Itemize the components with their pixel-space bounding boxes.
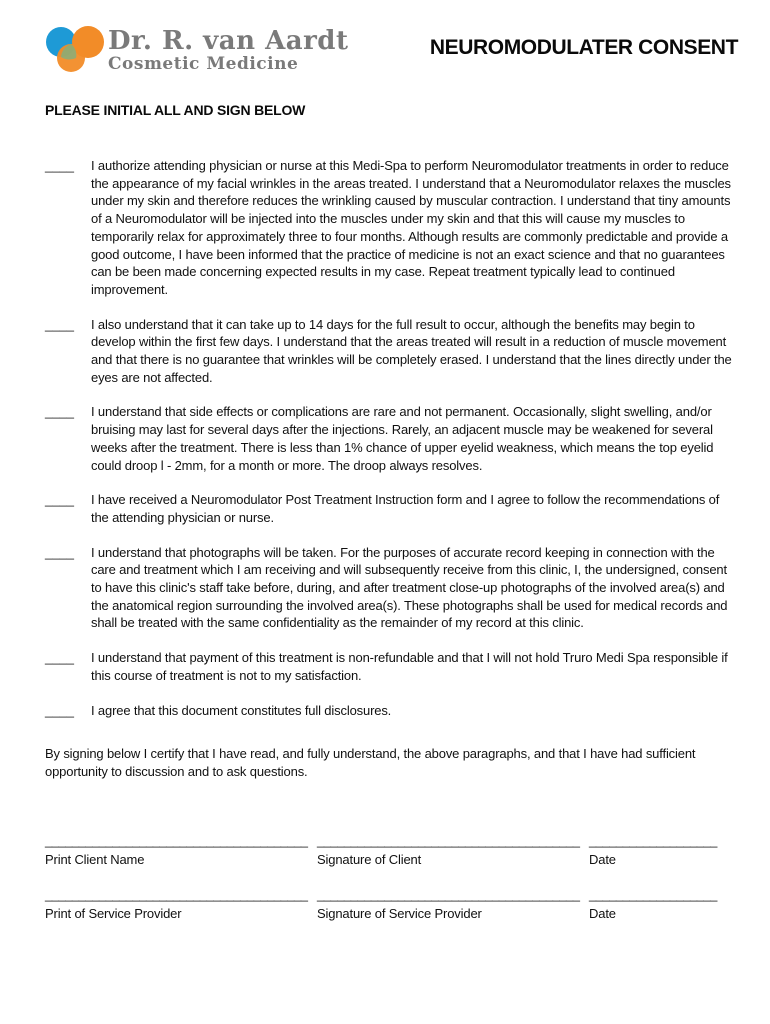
client-date-field (589, 834, 717, 869)
document-title: NEUROMODULATER CONSENT (429, 36, 738, 59)
provider-date-field (589, 888, 717, 923)
certification-statement: By signing below I certify that I have read, and fully understand, the above paragraphs, and that I have had sufficient opportunity to discussion and to ask questions. (45, 746, 696, 779)
client-date-line[interactable]: ___________________ (589, 833, 717, 848)
print-client-name-field (45, 834, 307, 869)
clinic-logo (44, 24, 354, 80)
provider-signature-line[interactable]: _______________________________________ (317, 887, 580, 902)
clause-text: I have received a Neuromodulator Post Treatment Instruction form and I agree to follow the recommendations of the attending physician or nurse. (91, 492, 720, 525)
initial-field[interactable]: ____ (45, 544, 74, 560)
print-provider-name-field (45, 888, 307, 923)
consent-clause (45, 491, 740, 526)
print-provider-name-label: Print of Service Provider (45, 906, 182, 921)
initial-field[interactable]: ____ (45, 650, 74, 666)
consent-clause (45, 702, 740, 720)
provider-date-line[interactable]: ___________________ (589, 887, 717, 902)
initial-field[interactable]: ____ (45, 316, 74, 332)
consent-clause (45, 649, 740, 684)
client-signature-label: Signature of Client (317, 852, 422, 867)
clause-text: I understand that photographs will be taken. For the purposes of accurate record keeping in connection with the care and treatment which I am receiving and will subsequently receive from this clinic, I, the undersigned, consent to have this clinic's staff take before, during, and after treatment close-up photographs of the involved area(s) and the anatomical region surrounding the involved area(s). These photographs shall be used for medical records and shall be treated with the same confidentiality as the remainder of my record at this clinic. (91, 544, 728, 631)
clause-text: I authorize attending physician or nurse at this Medi-Spa to perform Neuromodulator treatments in order to reduce the appearance of my facial wrinkles in the areas treated. I understand that a Neuromodulator relaxes the muscles under my skin and therefore reduces the wrinkling caused by muscular contraction. I understand that tiny amounts of a Neuromodulator will be injected into the muscles under my skin and that this will cause my muscles to temporarily relax for approximately three to four months. Although results are commonly predictable and provide a good outcome, I have been informed that the practice of medicine is not an exact science and that no guarantees can be been made concerning expected results in my case. Repeat treatment typically lead to continued improvement. (91, 158, 731, 297)
logo-circles-icon (44, 24, 108, 80)
clause-text: I understand that side effects or complications are rare and not permanent. Occasionally, slight swelling, and/or bruising may last for several days after the injections. Rarely, an adjacent muscle may be weakened for several weeks after the treatment. There is less than 1% chance of upper eyelid weakness, which means the top eyelid could droop l - 2mm, for a month or more. The droop always resolves. (91, 404, 714, 473)
provider-signature-row (45, 888, 745, 928)
print-provider-name-line[interactable]: _______________________________________ (45, 887, 308, 902)
initial-field[interactable]: ____ (45, 158, 74, 173)
consent-clause (45, 157, 740, 299)
client-date-label: Date (589, 852, 616, 867)
consent-clause (45, 544, 740, 633)
client-signature-line[interactable]: _______________________________________ (317, 833, 580, 848)
consent-clause (45, 403, 740, 474)
instruction-heading: PLEASE INITIAL ALL AND SIGN BELOW (45, 102, 306, 118)
clause-text: I understand that payment of this treatment is non-refundable and that I will not hold Truro Medi Spa responsible if this course of treatment is not to my satisfaction. (91, 650, 728, 683)
initial-field[interactable]: ____ (45, 492, 74, 508)
initial-field[interactable]: ____ (45, 702, 74, 718)
client-signature-row (45, 834, 745, 874)
provider-signature-field (317, 888, 579, 923)
print-client-name-line[interactable]: _______________________________________ (45, 833, 308, 848)
logo-name: Dr. R. van Aardt (108, 26, 349, 56)
clause-text: I also understand that it can take up to 14 days for the full result to occur, although the benefits may begin to develop within the first few days. I understand that the areas treated will result in a reduction of muscle movement and that there is no guarantee that wrinkles will be completely erased. I understand that the lines directly under the eyes are not affected. (91, 316, 732, 385)
provider-signature-label: Signature of Service Provider (317, 906, 482, 921)
print-client-name-label: Print Client Name (45, 852, 145, 867)
initial-field[interactable]: ____ (45, 404, 74, 420)
consent-clause (45, 316, 740, 387)
consent-clauses (45, 157, 740, 720)
client-signature-field (317, 834, 579, 869)
provider-date-label: Date (589, 906, 616, 921)
clause-text: I agree that this document constitutes full disclosures. (91, 702, 392, 718)
logo-subtitle: Cosmetic Medicine (108, 54, 299, 74)
